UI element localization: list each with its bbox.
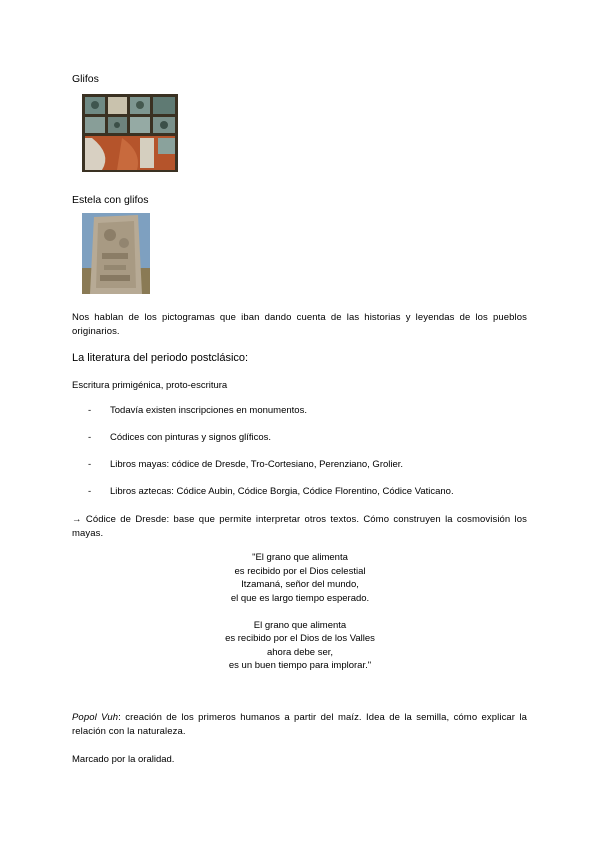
- dresde-paragraph: → Códice de Dresde: base que permite interpretar otros textos. Cómo construyen la cosmovisión los mayas.: [72, 514, 527, 539]
- poem-line: es recibido por el Dios celestial: [234, 565, 366, 577]
- poem-stanza-break: [150, 605, 450, 619]
- poem-line: ahora debe ser,: [266, 646, 334, 658]
- poem-line: el que es largo tiempo esperado.: [230, 592, 370, 604]
- pictograms-paragraph: Nos hablan de los pictogramas que iban dando cuenta de las historias y leyendas de los pueblos originarios.: [72, 312, 527, 337]
- popol-vuh-paragraph: [72, 711, 527, 739]
- subtitle-proto-escritura: Escritura primigénica, proto-escritura: [72, 380, 228, 391]
- oralidad-line: Marcado por la oralidad.: [72, 754, 175, 765]
- poem-line: es recibido por el Dios de los Valles: [225, 633, 375, 644]
- poem-line: es un buen tiempo para implorar.": [228, 660, 372, 671]
- bullet-item: Códices con pinturas y signos glíficos.: [110, 432, 272, 443]
- bullet-marker: -: [88, 486, 92, 497]
- bullet-item: Libros aztecas: Códice Aubin, Códice Borgia, Códice Florentino, Códice Vaticano.: [110, 486, 454, 497]
- poem-line: Itzamaná, señor del mundo,: [241, 579, 359, 590]
- bullet-marker: -: [88, 459, 92, 470]
- glyphs-image: [82, 94, 178, 172]
- stela-image: [82, 213, 150, 294]
- section-title: La literatura del periodo postclásico:: [72, 352, 249, 364]
- popol-vuh-title: Popol Vuh: [72, 712, 119, 723]
- bullet-item: Libros mayas: códice de Dresde, Tro-Cortesiano, Perenziano, Grolier.: [110, 459, 404, 470]
- heading-estela: Estela con glifos: [72, 194, 149, 206]
- bullet-item: Todavía existen inscripciones en monumentos.: [110, 405, 307, 416]
- heading-glifos: Glifos: [72, 73, 99, 85]
- poem-line: El grano que alimenta: [253, 619, 347, 631]
- bullet-marker: -: [88, 405, 92, 416]
- poem-line: "El grano que alimenta: [252, 552, 348, 563]
- bullet-marker: -: [88, 432, 92, 443]
- poem-block: [150, 551, 450, 673]
- popol-vuh-text: : creación de los primeros humanos a partir del maíz. Idea de la semilla, cómo explicar la relación con la naturaleza.: [72, 712, 527, 737]
